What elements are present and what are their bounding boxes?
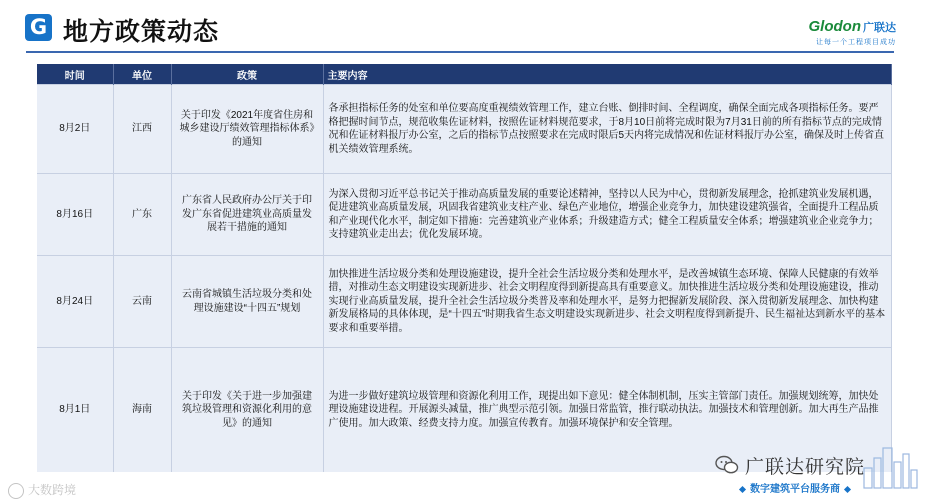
header [0,0,926,56]
row-content: 加快推进生活垃圾分类和处理设施建设，提升全社会生活垃圾分类和处理水平，是改善城镇生态环境、保障人民健康的有效举措，对推动生态文明建设实现新进步、社会文明程度得到新提高具有重要意义。加快推进生活垃圾分类和处理设施建设，推动实现行业高质量发展，提升全社会生活垃圾分类普及率和处理水平，是努力把握新发展阶段、深入贯彻新发展理念、加快构建新发展格局的具体体现，是“十四五”时期我省生态文明建设实现新进步、社会文明程度得到新提升、民生福祉达到新水平的基本要求和重要举措。 [323,256,891,348]
brand-slogan: 让每一个工程项目成功 [816,39,896,46]
page-title: 地方政策动态 [63,17,220,46]
brand-cn-name: 广联达 [863,22,896,34]
row-policy: 云南省城镇生活垃圾分类和处理设施建设“十四五”规划 [171,256,323,348]
diamond-left-icon [739,486,746,493]
row-date: 8月16日 [37,174,113,256]
watermark-text: 大数跨境 [28,483,77,497]
brand-name: Glodon [808,18,861,35]
row-policy: 关于印发《2021年度省住房和城乡建设厅绩效管理指标体系》的通知 [171,85,323,174]
wechat-icon [715,455,739,475]
column-header-policy: 政策 [171,64,323,85]
column-header-date: 时间 [37,64,113,85]
policy-table [37,64,892,472]
platform-text: 数字建筑平台服务商 [750,484,840,495]
row-date: 8月1日 [37,348,113,472]
glodon-logo-icon: G [25,14,52,41]
row-policy: 广东省人民政府办公厅关于印发广东省促进建筑业高质量发展若干措施的通知 [171,174,323,256]
research-institute-name: 广联达研究院 [745,456,866,478]
table-row [37,256,891,348]
table-row [37,85,891,174]
row-content: 为进一步做好建筑垃圾管理和资源化利用工作，现提出如下意见：健全体制机制，压实主管部门责任。加强规划统筹，加快处理设施建设进程。开展源头减量，推广典型示范引领。加强日常监管，推行联动执法。加强技术和管理创新。加大再生产品推广使用。加大政策、经费支持力度。加强宣传教育。加强环境保护和安全管理。 [323,348,891,472]
row-unit: 海南 [113,348,171,472]
row-date: 8月24日 [37,256,113,348]
column-header-unit: 单位 [113,64,171,85]
row-unit: 江西 [113,85,171,174]
row-content: 各承担指标任务的处室和单位要高度重视绩效管理工作，建立台账、倒排时间、全程调度，确保全面完成各项指标任务。要严格把握时间节点，规范收集佐证材料，按照佐证材料规范要求，于8月10日前将完成时限为7月31日前的所有指标节点的完成情况和佐证材料报厅办公室，之后的指标节点按照要求在完成时限后5天内将完成情况和佐证材料报厅办公室，确保及时上传省直机关绩效管理系统。 [323,85,891,174]
row-policy: 关于印发《关于进一步加强建筑垃圾管理和资源化利用的意见》的通知 [171,348,323,472]
skyline-icon [860,440,920,490]
watermark-circle-icon [8,483,24,499]
header-divider [26,51,894,53]
table-header-row [37,64,891,85]
diamond-right-icon [844,486,851,493]
platform-slogan [735,480,855,495]
row-unit: 云南 [113,256,171,348]
column-header-content: 主要内容 [323,64,891,85]
brand-logo [809,18,897,47]
row-content: 为深入贯彻习近平总书记关于推动高质量发展的重要论述精神，坚持以人民为中心，贯彻新发展理念，抢抓建筑业发展机遇，促进建筑业高质量发展，巩固我省建筑业支柱产业、绿色产业地位，增强企业竞争力，加快建设建筑强省，全面提升工程品质和产业现代化水平，制定如下措施：完善建筑业产业体系；升级建造方式；健全工程质量安全体系；增强建筑业企业竞争力；支持建筑业走出去；优化发展环境。 [323,174,891,256]
row-unit: 广东 [113,174,171,256]
watermark [8,481,76,499]
table-row [37,174,891,256]
row-date: 8月2日 [37,85,113,174]
